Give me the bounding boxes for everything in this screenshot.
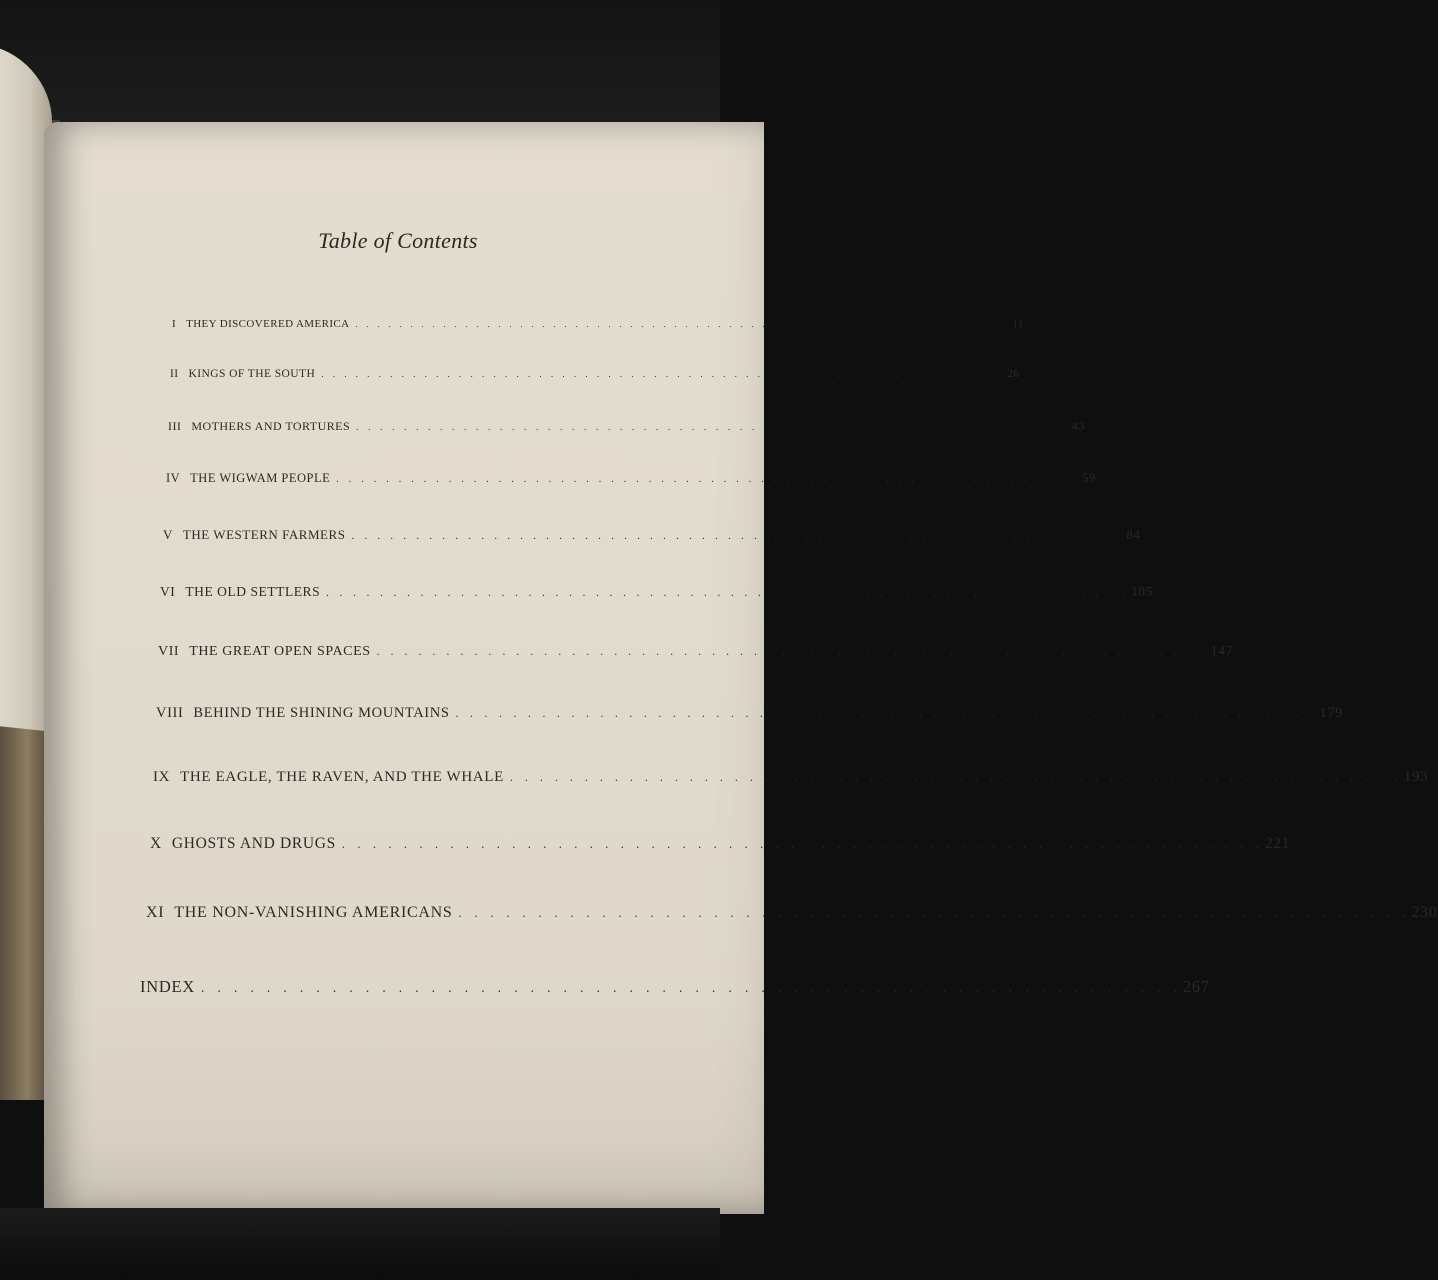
dot-leader: . . . . . . . . . . . . . . . . . . . . . . . . . . . . . . . . . . . . . . . . . . . . . . . . . . . . . . . . . . . . <box>321 369 1002 379</box>
chapter-title: GHOSTS AND DRUGS <box>171 835 336 852</box>
toc-entry-index <box>140 977 1210 997</box>
chapter-title: MOTHERS AND TORTURES <box>191 419 351 433</box>
chapter-numeral: X <box>150 835 162 852</box>
dot-leader: . . . . . . . . . . . . . . . . . . . . . . . . . . . . . . . . . . . . . . . . . . . . . . . . . . . . . . . . . . . . <box>336 474 1077 485</box>
chapter-title: INDEX <box>140 977 195 996</box>
dark-background <box>0 0 720 140</box>
page-number: 11 <box>1012 318 1024 330</box>
toc-entry <box>166 471 1096 486</box>
dot-leader: . . . . . . . . . . . . . . . . . . . . . . . . . . . . . . . . . . . . . . . . . . . . . . . . . . . . . . . . . . . . <box>455 707 1314 720</box>
dot-leader: . . . . . . . . . . . . . . . . . . . . . . . . . . . . . . . . . . . . . . . . . . . . . . . . . . . . . . . . . . . . <box>458 906 1406 920</box>
dot-leader: . . . . . . . . . . . . . . . . . . . . . . . . . . . . . . . . . . . . . . . . . . . . . . . . . . . . . . . . . . . . <box>200 980 1177 995</box>
page-number: 179 <box>1319 705 1344 721</box>
dot-leader: . . . . . . . . . . . . . . . . . . . . . . . . . . . . . . . . . . . . . . . . . . . . . . . . . . . . . . . . . . . . <box>351 531 1121 542</box>
chapter-numeral: III <box>168 419 182 433</box>
page-number: 26 <box>1007 368 1020 380</box>
page-number: 267 <box>1182 977 1210 996</box>
book-page <box>44 122 764 1214</box>
page-number: 105 <box>1131 584 1154 599</box>
page-number: 84 <box>1126 527 1141 542</box>
chapter-numeral: IV <box>166 471 181 485</box>
page-number: 43 <box>1072 419 1085 433</box>
chapter-numeral: VI <box>160 584 176 599</box>
dot-leader: . . . . . . . . . . . . . . . . . . . . . . . . . . . . . . . . . . . . . . . . . . . . . . . . . . . . . . . . . . . . <box>376 646 1205 658</box>
chapter-title: THE WESTERN FARMERS <box>182 527 346 542</box>
page-number: 59 <box>1082 471 1096 485</box>
chapter-numeral: IX <box>153 769 171 785</box>
chapter-title: THE GREAT OPEN SPACES <box>189 644 371 659</box>
page-number: 221 <box>1264 835 1291 852</box>
page-title: Table of Contents <box>318 228 478 253</box>
toc-entry <box>153 769 1429 786</box>
chapter-title: BEHIND THE SHINING MOUNTAINS <box>193 705 450 721</box>
dot-leader: . . . . . . . . . . . . . . . . . . . . . . . . . . . . . . . . . . . . . . . . . . . . . . . . . . . . . . . . . . . . <box>341 837 1259 851</box>
dot-leader: . . . . . . . . . . . . . . . . . . . . . . . . . . . . . . . . . . . . . . . . . . . . . . . . . . . . . . . . . . . . <box>356 422 1067 433</box>
dot-leader: . . . . . . . . . . . . . . . . . . . . . . . . . . . . . . . . . . . . . . . . . . . . . . . . . . . . . . . . . . . . <box>355 319 1007 329</box>
chapter-numeral: VII <box>158 644 180 659</box>
chapter-title: THE NON-VANISHING AMERICANS <box>174 904 453 921</box>
chapter-numeral: XI <box>146 904 165 921</box>
toc-entry <box>146 904 1438 922</box>
toc-entry <box>163 527 1141 543</box>
chapter-numeral: VIII <box>156 705 184 721</box>
toc-entry <box>168 419 1085 434</box>
chapter-title: THEY DISCOVERED AMERICA <box>186 318 350 330</box>
dot-leader: . . . . . . . . . . . . . . . . . . . . . . . . . . . . . . . . . . . . . . . . . . . . . . . . . . . . . . . . . . . . <box>326 587 1126 599</box>
chapter-title: THE WIGWAM PEOPLE <box>190 471 331 485</box>
toc-entry <box>160 584 1154 600</box>
toc-entry <box>172 318 1024 330</box>
toc-entry <box>156 705 1344 722</box>
toc-entry <box>158 644 1234 660</box>
table-surface <box>0 1208 720 1280</box>
page-number: 193 <box>1403 769 1429 785</box>
toc-entry <box>170 368 1020 380</box>
page-number: 230 <box>1411 904 1438 921</box>
toc-entry <box>150 835 1291 853</box>
chapter-numeral: I <box>172 318 177 330</box>
chapter-title: THE EAGLE, THE RAVEN, AND THE WHALE <box>180 769 504 785</box>
dot-leader: . . . . . . . . . . . . . . . . . . . . . . . . . . . . . . . . . . . . . . . . . . . . . . . . . . . . . . . . . . . . <box>509 770 1398 784</box>
chapter-numeral: II <box>170 368 179 380</box>
page-number: 147 <box>1210 644 1234 659</box>
chapter-numeral: V <box>163 527 173 542</box>
chapter-title: THE OLD SETTLERS <box>185 584 321 599</box>
chapter-title: KINGS OF THE SOUTH <box>188 368 316 380</box>
